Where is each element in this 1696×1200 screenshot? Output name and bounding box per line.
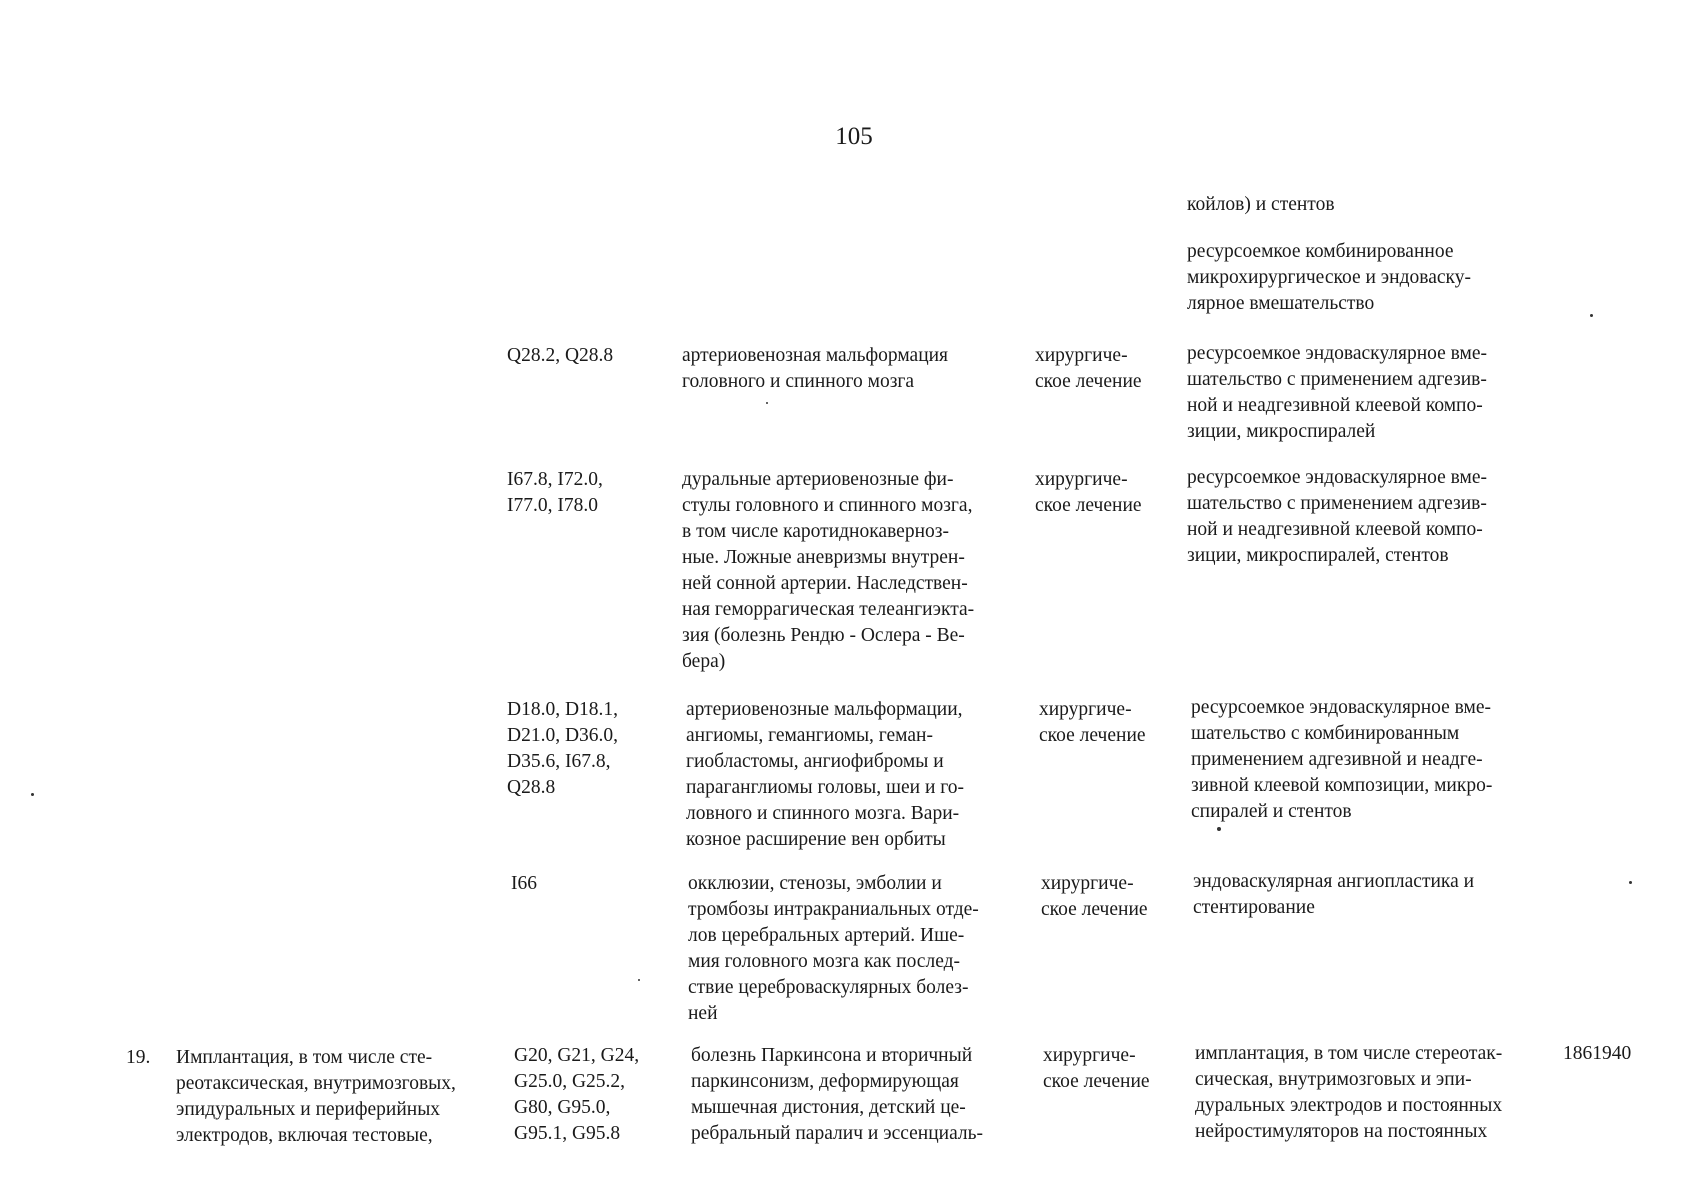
scan-speck bbox=[1217, 827, 1221, 831]
code-line: D35.6, I67.8, bbox=[507, 751, 611, 772]
model-line: окклюзии, стенозы, эмболии и bbox=[688, 873, 942, 894]
code-line: I66 bbox=[511, 873, 537, 894]
model-line: лов церебральных артерий. Ише- bbox=[688, 925, 965, 946]
model-line: гиобластомы, ангиофибромы и bbox=[686, 751, 944, 772]
code-line: Q28.2, Q28.8 bbox=[507, 345, 614, 366]
method-line: ресурсоемкое эндоваскулярное вме- bbox=[1191, 697, 1492, 718]
method-line: зиции, микроспиралей, стентов bbox=[1187, 545, 1449, 566]
code-line: I67.8, I72.0, bbox=[507, 469, 603, 490]
method-line: стентирование bbox=[1193, 897, 1315, 918]
model-line: козное расширение вен орбиты bbox=[686, 829, 946, 850]
row-model bbox=[682, 467, 974, 675]
code-line: G80, G95.0, bbox=[514, 1097, 611, 1118]
method-line: ной и неадгезивной клеевой компо- bbox=[1187, 519, 1483, 540]
scan-speck bbox=[31, 793, 34, 796]
row-model bbox=[688, 871, 979, 1027]
row-treatment bbox=[1041, 871, 1148, 923]
row-treatment bbox=[1043, 1043, 1150, 1095]
treatment-line: ское лечение bbox=[1035, 371, 1142, 392]
model-line: в том числе каротиднокаверноз- bbox=[682, 521, 949, 542]
row-model bbox=[682, 343, 948, 395]
row-method bbox=[1191, 695, 1492, 825]
row-codes bbox=[507, 697, 618, 801]
name-line: эпидуральных и периферийных bbox=[176, 1099, 441, 1120]
method-continuation bbox=[1187, 192, 1335, 218]
code-line: Q28.8 bbox=[507, 777, 556, 798]
scan-speck bbox=[638, 979, 640, 981]
method-line: дуральных электродов и постоянных bbox=[1195, 1095, 1503, 1116]
row-model bbox=[686, 697, 964, 853]
scan-speck bbox=[766, 402, 768, 404]
row-treatment bbox=[1035, 343, 1142, 395]
model-line: стулы головного и спинного мозга, bbox=[682, 495, 973, 516]
model-line: паркинсонизм, деформирующая bbox=[691, 1071, 959, 1092]
code-line: D21.0, D36.0, bbox=[507, 725, 619, 746]
treatment-line: ское лечение bbox=[1039, 725, 1146, 746]
row-codes bbox=[507, 467, 603, 519]
treatment-line: хирургиче- bbox=[1035, 469, 1128, 490]
method-line: ресурсоемкое эндоваскулярное вме- bbox=[1187, 343, 1488, 364]
method-line: нейростимуляторов на постоянных bbox=[1195, 1121, 1488, 1142]
model-line: артериовенозные мальформации, bbox=[686, 699, 963, 720]
model-line: ней bbox=[688, 1003, 718, 1024]
page-number: 105 bbox=[835, 123, 873, 150]
method-line: ресурсоемкое эндоваскулярное вме- bbox=[1187, 467, 1488, 488]
row-number: 19. bbox=[126, 1047, 151, 1068]
row-treatment bbox=[1039, 697, 1146, 749]
model-line: артериовенозная мальформация bbox=[682, 345, 949, 366]
method-line: ной и неадгезивной клеевой компо- bbox=[1187, 395, 1483, 416]
model-line: зия (болезнь Рендю - Ослера - Ве- bbox=[682, 625, 965, 646]
model-line: ней сонной артерии. Наследствен- bbox=[682, 573, 968, 594]
method-line: эндоваскулярная ангиопластика и bbox=[1193, 871, 1475, 892]
row-codes bbox=[511, 871, 537, 897]
method-line: койлов) и стентов bbox=[1187, 194, 1335, 215]
method-line: зивной клеевой композиции, микро- bbox=[1191, 775, 1493, 796]
model-line: головного и спинного мозга bbox=[682, 371, 915, 392]
model-line: ребральный паралич и эссенциаль- bbox=[691, 1123, 984, 1144]
row-model bbox=[691, 1043, 983, 1147]
model-line: ные. Ложные аневризмы внутрен- bbox=[682, 547, 965, 568]
model-line: дуральные артериовенозные фи- bbox=[682, 469, 954, 490]
method-line: зиции, микроспиралей bbox=[1187, 421, 1376, 442]
method-line: шательство с комбинированным bbox=[1191, 723, 1460, 744]
name-line: Имплантация, в том числе сте- bbox=[176, 1047, 433, 1068]
model-line: ловного и спинного мозга. Вари- bbox=[686, 803, 960, 824]
treatment-line: хирургиче- bbox=[1039, 699, 1132, 720]
treatment-line: хирургиче- bbox=[1041, 873, 1134, 894]
method-line: ресурсоемкое комбинированное bbox=[1187, 241, 1454, 262]
row-name bbox=[176, 1045, 456, 1149]
model-line: мия головного мозга как послед- bbox=[688, 951, 961, 972]
model-line: болезнь Паркинсона и вторичный bbox=[691, 1045, 973, 1066]
model-line: ная геморрагическая телеангиэкта- bbox=[682, 599, 975, 620]
code-line: I77.0, I78.0 bbox=[507, 495, 598, 516]
method-line: спиралей и стентов bbox=[1191, 801, 1352, 822]
method-line: сическая, внутримозговых и эпи- bbox=[1195, 1069, 1472, 1090]
model-line: бера) bbox=[682, 651, 726, 672]
code-line: G20, G21, G24, bbox=[514, 1045, 640, 1066]
model-line: ангиомы, гемангиомы, геман- bbox=[686, 725, 933, 746]
row-treatment bbox=[1035, 467, 1142, 519]
model-line: параганглиомы головы, шеи и го- bbox=[686, 777, 965, 798]
name-line: реотаксическая, внутримозговых, bbox=[176, 1073, 456, 1094]
scan-speck bbox=[1590, 314, 1593, 317]
code-line: G25.0, G25.2, bbox=[514, 1071, 626, 1092]
method-line: микрохирургическое и эндоваску- bbox=[1187, 267, 1471, 288]
method-line: имплантация, в том числе стереотак- bbox=[1195, 1043, 1503, 1064]
method-line: лярное вмешательство bbox=[1187, 293, 1375, 314]
treatment-line: хирургиче- bbox=[1035, 345, 1128, 366]
row-codes bbox=[507, 343, 613, 369]
scan-speck bbox=[1629, 881, 1632, 884]
row-cost: 1861940 bbox=[1563, 1043, 1632, 1064]
row-method bbox=[1187, 465, 1487, 569]
row-method bbox=[1193, 869, 1474, 921]
method-line: шательство с применением адгезив- bbox=[1187, 493, 1487, 514]
method-line: применением адгезивной и неадге- bbox=[1191, 749, 1483, 770]
model-line: ствие цереброваскулярных болез- bbox=[688, 977, 969, 998]
treatment-line: хирургиче- bbox=[1043, 1045, 1136, 1066]
code-line: D18.0, D18.1, bbox=[507, 699, 619, 720]
code-line: G95.1, G95.8 bbox=[514, 1123, 621, 1144]
row-codes bbox=[514, 1043, 639, 1147]
treatment-line: ское лечение bbox=[1043, 1071, 1150, 1092]
model-line: мышечная дистония, детский це- bbox=[691, 1097, 966, 1118]
treatment-line: ское лечение bbox=[1041, 899, 1148, 920]
extra-method bbox=[1187, 239, 1471, 317]
row-method bbox=[1195, 1041, 1502, 1145]
model-line: тромбозы интракраниальных отде- bbox=[688, 899, 979, 920]
name-line: электродов, включая тестовые, bbox=[176, 1125, 433, 1146]
method-line: шательство с применением адгезив- bbox=[1187, 369, 1487, 390]
row-method bbox=[1187, 341, 1487, 445]
treatment-line: ское лечение bbox=[1035, 495, 1142, 516]
